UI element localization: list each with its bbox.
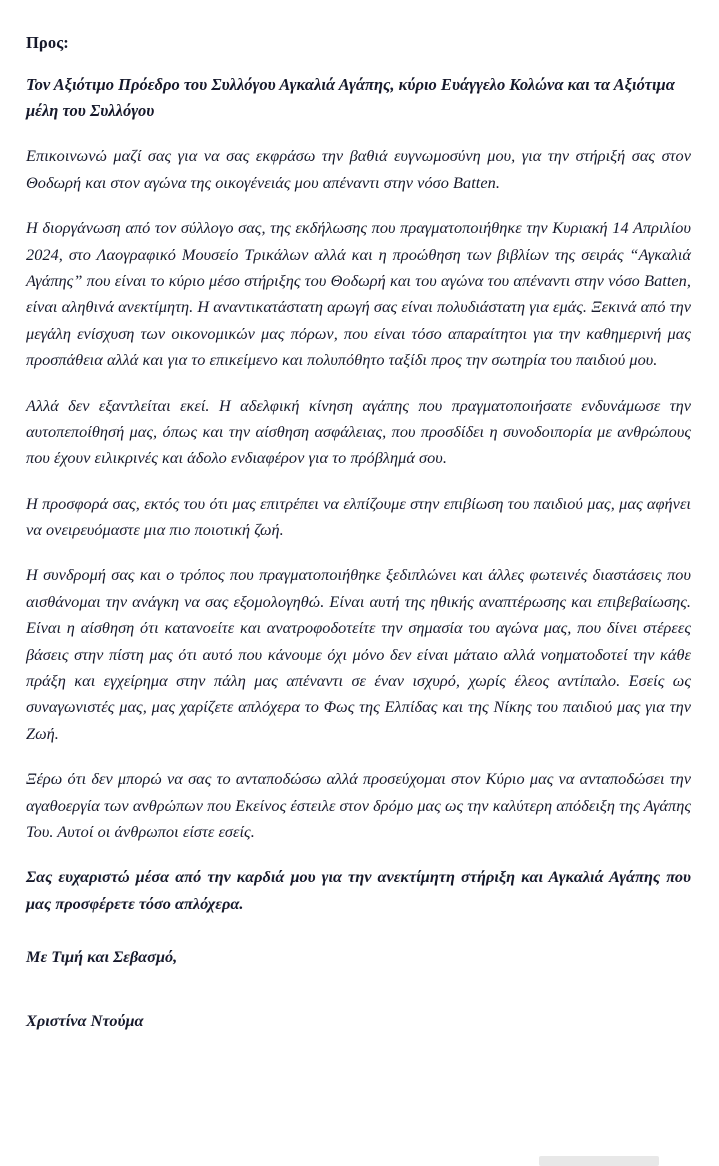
salutation: Προς: bbox=[26, 33, 69, 52]
thanks-paragraph: Σας ευχαριστώ μέσα από την καρδιά μου για την ανεκτίμητη στήριξη και Αγκαλιά Αγάπης που μας προσφέρετε τόσο απλόχερα. bbox=[26, 867, 691, 913]
body-paragraph-4: Η προσφορά σας, εκτός του ότι μας επιτρέπει να ελπίζουμε στην επιβίωση του παιδιού μας, μας αφήνει να ονειρευόμαστε μια πιο ποιοτική ζωή. bbox=[26, 493, 691, 540]
closing-line: Με Τιμή και Σεβασμό, bbox=[26, 947, 178, 967]
recipient-line: Τον Αξιότιμο Πρόεδρο του Συλλόγου Αγκαλιά Αγάπης, κύριο Ευάγγελο Κολώνα και τα Αξιότιμα μέλη του Συλλόγου bbox=[26, 75, 675, 120]
body-paragraph-1: Επικοινωνώ μαζί σας για να σας εκφράσω την βαθιά ευγνωμοσύνη μου, για την στήριξή σας στον Θοδωρή και στον αγώνα της οικογένειάς μου απέναντι στην νόσο Batten. bbox=[26, 146, 691, 192]
page-bottom-artifact bbox=[539, 1156, 659, 1166]
body-paragraph-3: Αλλά δεν εξαντλείται εκεί. Η αδελφική κίνηση αγάπης που πραγματοποιήσατε ενδυνάμωσε την αυτοπεποίθησή μας, όπως και την αίσθηση ασφάλειας, που προσδίδει η συνοδοιπορία με ανθρώπους που έχουν ειλικρινές και άδολο ενδιαφέρον για το πρόβλημά σου. bbox=[26, 395, 691, 468]
body-paragraph-6: Ξέρω ότι δεν μπορώ να σας το ανταποδώσω αλλά προσεύχομαι στον Κύριο μας να ανταποδώσει την αγαθοεργία των ανθρώπων που Εκείνος έστειλε στον δρόμο μας ως την καλύτερη απόδειξη της Αγάπης Του. Αυτοί οι άνθρωποι είστε εσείς. bbox=[26, 769, 691, 841]
signature-name: Χριστίνα Ντούμα bbox=[26, 1011, 144, 1031]
body-paragraph-2: Η διοργάνωση από τον σύλλογο σας, της εκδήλωσης που πραγματοποιήθηκε την Κυριακή 14 Απριλίου 2024, στο Λαογραφικό Μουσείο Τρικάλων αλλά και η προώθηση των βιβλίων της σειράς “Αγκαλιά Αγάπης” που είναι το κύριο μέσο στήριξης του Θοδωρή και του αγώνα του απέναντι στην νόσο Batten, είναι αληθινά ανεκτίμητη. Η αναντικατάστατη αρωγή σας είναι πολυδιάστατη για εμάς. Ξεκινά από την μεγάλη ενίσχυση των οικονομικών μας πόρων, που είναι τόσο απαραίτητοι για την καθημερινή μας προσπάθεια αλλά και για το επικείμενο και πολυπόθητο ταξίδι προς την σωτηρία του παιδιού μου. bbox=[26, 218, 691, 370]
body-paragraph-5: Η συνδρομή σας και ο τρόπος που πραγματοποιήθηκε ξεδιπλώνει και άλλες φωτεινές διαστάσεις που αισθάνομαι την ανάγκη να σας εξομολογηθώ. Είναι αυτή της ηθικής αναπτέρωσης και επιβεβαίωσης. Είναι η αίσθηση ότι κατανοείτε και ανατροφοδοτείτε την σημασία του αγώνα μας, που δίνει στέρεες βάσεις στην πίστη μας ότι αυτό που κάνουμε όχι μόνο δεν είναι μάταιο αλλά νοηματοδοτεί την κάθε πράξη και εγχείρημα στην πάλη μας απέναντι σε έναν ισχυρό, χωρίς έλεος αντίπαλο. Εσείς ως συναγωνιστές μας, μας χαρίζετε απλόχερα το Φως της Ελπίδας και της Νίκης του παιδιού μας για την Ζωή. bbox=[26, 565, 691, 743]
